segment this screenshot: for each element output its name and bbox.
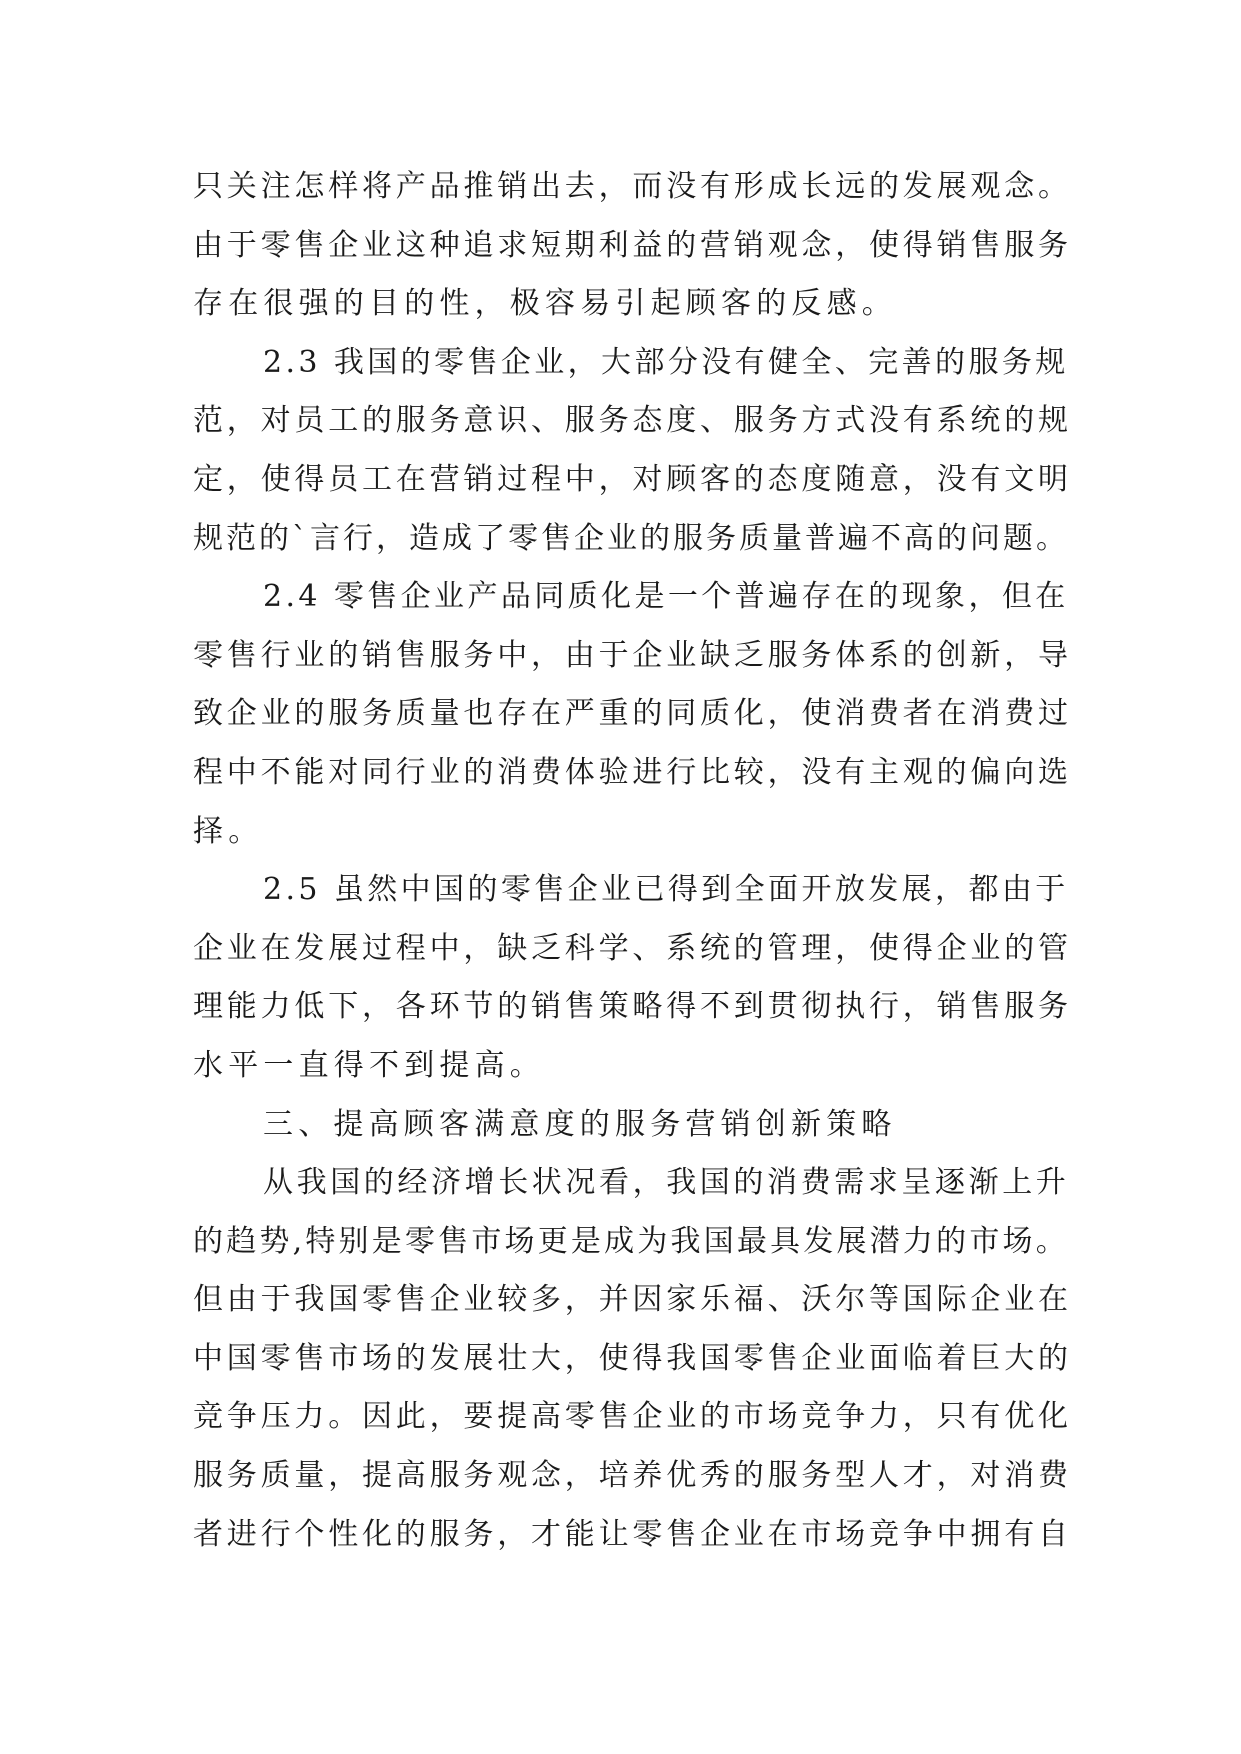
text-line: 服务质量，提高服务观念，培养优秀的服务型人才，对消费 bbox=[193, 1458, 1072, 1494]
text-line: 定，使得员工在营销过程中，对顾客的态度随意，没有文明 bbox=[193, 461, 1072, 497]
text-line: 存在很强的目的性，极容易引起顾客的反感。 bbox=[193, 286, 897, 322]
text-line: 理能力低下，各环节的销售策略得不到贯彻执行，销售服务 bbox=[193, 989, 1072, 1025]
document-body bbox=[193, 158, 1073, 1564]
text-line: 只关注怎样将产品推销出去，而没有形成长远的发展观念。 bbox=[193, 169, 1072, 204]
text-line: 竞争压力。因此，要提高零售企业的市场竞争力，只有优化 bbox=[193, 1399, 1072, 1435]
text-line: 2.3 我国的零售企业，大部分没有健全、完善的服务规 bbox=[263, 344, 1069, 380]
text-line: 2.4 零售企业产品同质化是一个普遍存在的现象，但在 bbox=[263, 579, 1069, 615]
text-line: 范，对员工的服务意识、服务态度、服务方式没有系统的规 bbox=[193, 403, 1072, 439]
text-line: 择。 bbox=[193, 813, 264, 849]
section-heading: 三、提高顾客满意度的服务营销创新策略 bbox=[263, 1106, 897, 1142]
text-line: 规范的`言行，造成了零售企业的服务质量普遍不高的问题。 bbox=[193, 520, 1069, 556]
text-line: 企业在发展过程中，缺乏科学、系统的管理，使得企业的管 bbox=[193, 930, 1072, 966]
text-line: 但由于我国零售企业较多，并因家乐福、沃尔等国际企业在 bbox=[193, 1282, 1072, 1318]
text-line: 者进行个性化的服务，才能让零售企业在市场竞争中拥有自 bbox=[193, 1516, 1072, 1552]
text-line: 致企业的服务质量也存在严重的同质化，使消费者在消费过 bbox=[193, 696, 1072, 732]
text-line: 水平一直得不到提高。 bbox=[193, 1047, 545, 1083]
text-line: 程中不能对同行业的消费体验进行比较，没有主观的偏向选 bbox=[193, 754, 1072, 790]
text-line: 2.5 虽然中国的零售企业已得到全面开放发展，都由于 bbox=[263, 872, 1069, 908]
text-line: 的趋势,特别是零售市场更是成为我国最具发展潜力的市场。 bbox=[193, 1223, 1069, 1259]
text-line: 从我国的经济增长状况看，我国的消费需求呈逐渐上升 bbox=[263, 1165, 1070, 1201]
text-line: 中国零售市场的发展壮大，使得我国零售企业面临着巨大的 bbox=[193, 1340, 1072, 1376]
text-line: 零售行业的销售服务中，由于企业缺乏服务体系的创新，导 bbox=[193, 637, 1072, 673]
text-line: 由于零售企业这种追求短期利益的营销观念，使得销售服务 bbox=[193, 227, 1072, 263]
